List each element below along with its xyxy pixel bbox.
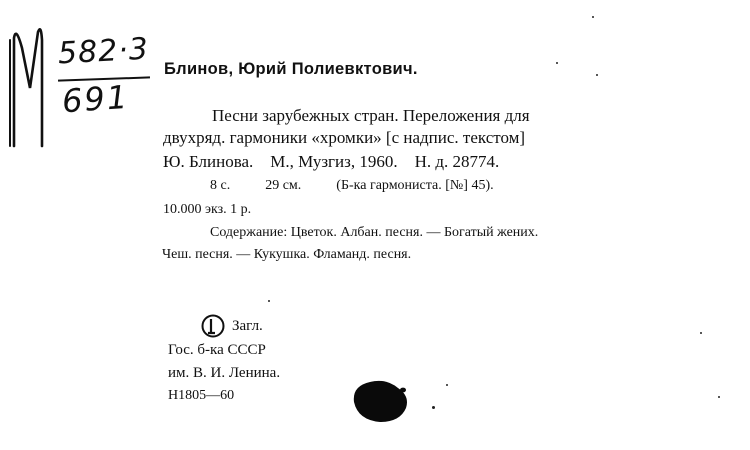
ink-blot xyxy=(350,376,412,424)
circled-marker-icon xyxy=(200,313,226,339)
call-number-bottom: 691 xyxy=(60,77,131,121)
print-run-line: 10.000 экз. 1 р. xyxy=(163,202,252,217)
title-line-2: двухряд. гармоники «хромки» [с надпис. текстом] xyxy=(163,128,526,147)
scan-speck xyxy=(718,396,720,398)
scan-speck xyxy=(556,62,558,64)
stamp-line-2: им. В. И. Ленина. xyxy=(168,365,281,381)
author-heading: Блинов, Юрий Полиевктович. xyxy=(164,60,418,78)
collation-line: 8 с. 29 см. (Б-ка гармониста. [№] 45). xyxy=(210,178,494,193)
scan-speck xyxy=(432,406,435,409)
scan-speck xyxy=(268,300,270,302)
title-line-1: Песни зарубежных стран. Переложения для xyxy=(212,106,530,125)
scan-speck xyxy=(446,384,448,386)
scan-speck xyxy=(596,74,598,76)
scan-speck xyxy=(592,16,594,18)
title-line-3: Ю. Блинова. М., Музгиз, 1960. Н. д. 28774. xyxy=(163,152,500,171)
contents-line-1: Содержание: Цветок. Албан. песня. — Богатый жених. xyxy=(210,225,539,240)
call-number-top: 582·3 xyxy=(57,31,150,72)
stamp-marker-label: Загл. xyxy=(232,318,263,334)
handwritten-m-mark xyxy=(8,18,48,148)
stamp-code: Н1805—60 xyxy=(168,388,235,403)
stamp-line-1: Гос. б-ка СССР xyxy=(168,342,266,358)
contents-line-2: Чеш. песня. — Кукушка. Фламанд. песня. xyxy=(162,247,412,262)
scan-speck xyxy=(700,332,702,334)
